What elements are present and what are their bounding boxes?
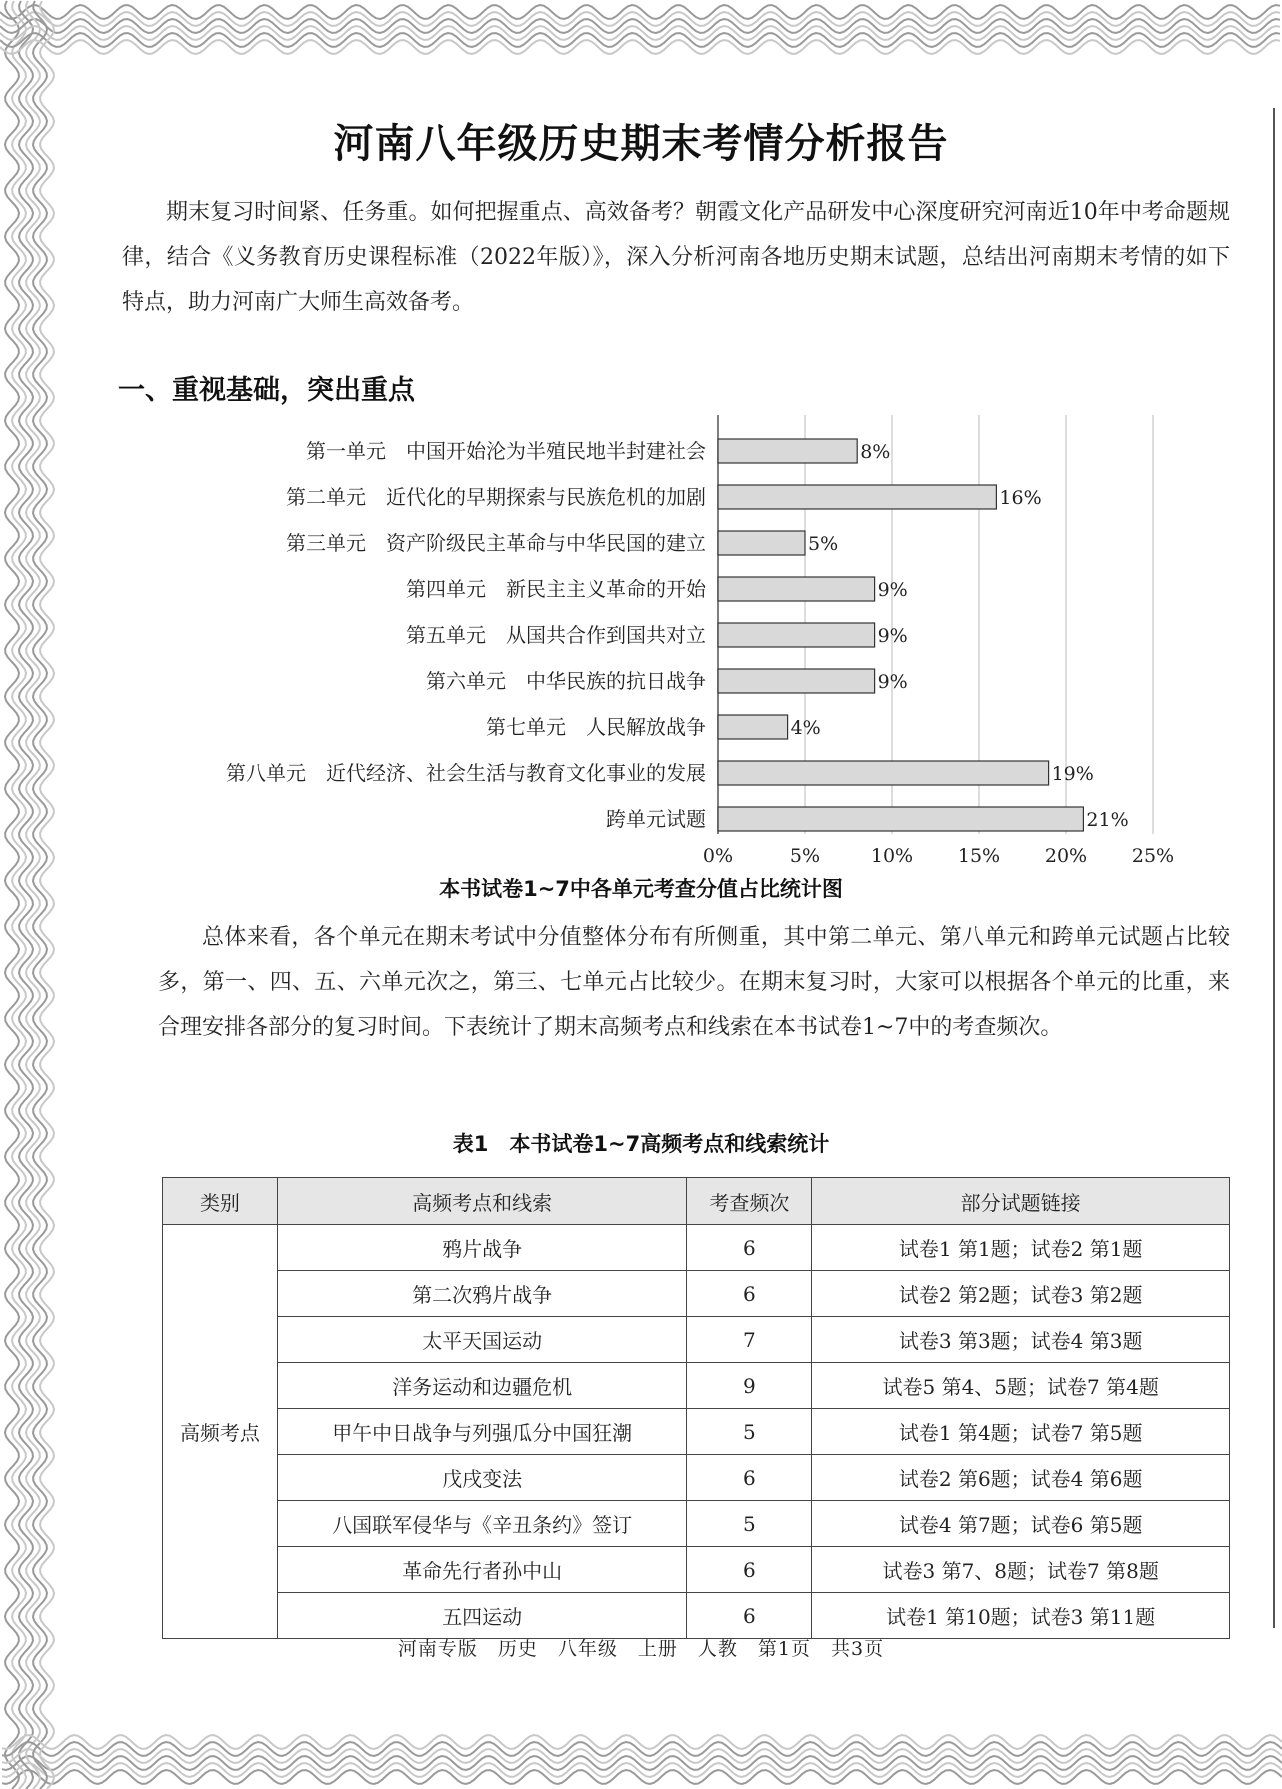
link-cell: 试卷1 第1题；试卷2 第1题 [812, 1225, 1230, 1271]
topic-cell: 第二次鸦片战争 [277, 1271, 687, 1317]
analysis-text: 总体来看，各个单元在期末考试中分值整体分布有所侧重，其中第二单元、第八单元和跨单元试题占比较多，第一、四、五、六单元次之，第三、七单元占比较少。在期末复习时，大家可以根据各个单元的比重，来合理安排各部分的复习时间。下表统计了期末高频考点和线索在本书试卷1~7中的考查频次。 [158, 925, 1230, 1040]
bar [718, 761, 1049, 785]
category-label: 第八单元 近代经济、社会生活与教育文化事业的发展 [226, 761, 706, 785]
table-row [163, 1363, 1230, 1409]
bar [718, 485, 996, 509]
frequency-cell: 9 [687, 1363, 812, 1409]
frequency-cell: 7 [687, 1317, 812, 1363]
bar-value-label: 16% [999, 487, 1042, 509]
x-tick-label: 0% [702, 845, 734, 867]
link-cell: 试卷2 第6题；试卷4 第6题 [812, 1455, 1230, 1501]
table-row [163, 1593, 1230, 1639]
x-tick-label: 20% [1044, 845, 1088, 867]
link-cell: 试卷1 第4题；试卷7 第5题 [812, 1409, 1230, 1455]
category-label: 第五单元 从国共合作到国共对立 [406, 623, 706, 647]
link-cell: 试卷3 第3题；试卷4 第3题 [812, 1317, 1230, 1363]
topic-cell: 戊戌变法 [277, 1455, 687, 1501]
table-header-row [163, 1178, 1230, 1225]
unit-score-chart [0, 410, 1282, 867]
x-tick-label: 15% [957, 845, 1001, 867]
link-cell: 试卷3 第7、8题；试卷7 第8题 [812, 1547, 1230, 1593]
x-tick-label: 10% [870, 845, 914, 867]
link-cell: 试卷1 第10题；试卷3 第11题 [812, 1593, 1230, 1639]
topic-cell: 甲午中日战争与列强瓜分中国狂潮 [277, 1409, 687, 1455]
bar [718, 715, 788, 739]
table-row [163, 1409, 1230, 1455]
table-row [163, 1547, 1230, 1593]
topic-cell: 洋务运动和边疆危机 [277, 1363, 687, 1409]
header-category: 类别 [163, 1178, 278, 1225]
table-row [163, 1225, 1230, 1271]
intro-text: 期末复习时间紧、任务重。如何把握重点、高效备考？朝霞文化产品研发中心深度研究河南近10年中考命题规律，结合《义务教育历史课程标准（2022年版）》，深入分析河南各地历史期末试题，总结出河南期末考情的如下特点，助力河南广大师生高效备考。 [122, 200, 1230, 315]
frequency-cell: 6 [687, 1547, 812, 1593]
header-topic: 高频考点和线索 [277, 1178, 687, 1225]
topic-cell: 鸦片战争 [277, 1225, 687, 1271]
link-cell: 试卷4 第7题；试卷6 第5题 [812, 1501, 1230, 1547]
topic-cell: 革命先行者孙中山 [277, 1547, 687, 1593]
analysis-paragraph [158, 915, 1230, 1050]
bar [718, 439, 857, 463]
topic-cell: 五四运动 [277, 1593, 687, 1639]
bar-value-label: 9% [877, 671, 908, 693]
bar-value-label: 21% [1086, 809, 1129, 831]
topic-cell: 八国联军侵华与《辛丑条约》签订 [277, 1501, 687, 1547]
bar [718, 577, 875, 601]
link-cell: 试卷2 第2题；试卷3 第2题 [812, 1271, 1230, 1317]
page-title: 河南八年级历史期末考情分析报告 [333, 121, 949, 167]
table-row [163, 1501, 1230, 1547]
table-row [163, 1455, 1230, 1501]
category-label: 第四单元 新民主主义革命的开始 [406, 577, 706, 601]
table-caption: 表1 本书试卷1~7高频考点和线索统计 [452, 1132, 830, 1156]
category-cell: 高频考点 [163, 1225, 278, 1639]
frequency-cell: 5 [687, 1409, 812, 1455]
header-links: 部分试题链接 [812, 1178, 1230, 1225]
table-row [163, 1271, 1230, 1317]
category-label: 第二单元 近代化的早期探索与民族危机的加剧 [286, 485, 706, 509]
topic-cell: 太平天国运动 [277, 1317, 687, 1363]
category-label: 第六单元 中华民族的抗日战争 [426, 669, 706, 693]
page-footer: 河南专版 历史 八年级 上册 人教 第1页 共3页 [397, 1638, 885, 1660]
frequency-cell: 6 [687, 1225, 812, 1271]
bar [718, 669, 875, 693]
x-tick-label: 5% [789, 845, 821, 867]
category-label: 第一单元 中国开始沦为半殖民地半封建社会 [306, 439, 706, 463]
frequency-cell: 6 [687, 1455, 812, 1501]
frequency-table [162, 1177, 1230, 1639]
bar-value-label: 5% [808, 533, 839, 555]
bar [718, 623, 875, 647]
x-tick-label: 25% [1131, 845, 1175, 867]
bar-value-label: 8% [860, 441, 891, 463]
category-label: 第三单元 资产阶级民主革命与中华民国的建立 [286, 531, 706, 555]
header-frequency: 考查频次 [687, 1178, 812, 1225]
frequency-cell: 6 [687, 1271, 812, 1317]
frequency-cell: 5 [687, 1501, 812, 1547]
bar-value-label: 4% [790, 717, 821, 739]
bar [718, 531, 805, 555]
bar-value-label: 9% [877, 625, 908, 647]
table-row [163, 1317, 1230, 1363]
bar-value-label: 19% [1051, 763, 1094, 785]
section-heading: 一、重视基础，突出重点 [118, 375, 415, 406]
bar-value-label: 9% [877, 579, 908, 601]
bar [718, 807, 1083, 831]
category-label: 跨单元试题 [606, 807, 706, 831]
chart-caption: 本书试卷1~7中各单元考查分值占比统计图 [439, 877, 843, 901]
intro-paragraph [122, 190, 1230, 325]
frequency-cell: 6 [687, 1593, 812, 1639]
category-label: 第七单元 人民解放战争 [486, 715, 706, 739]
link-cell: 试卷5 第4、5题；试卷7 第4题 [812, 1363, 1230, 1409]
